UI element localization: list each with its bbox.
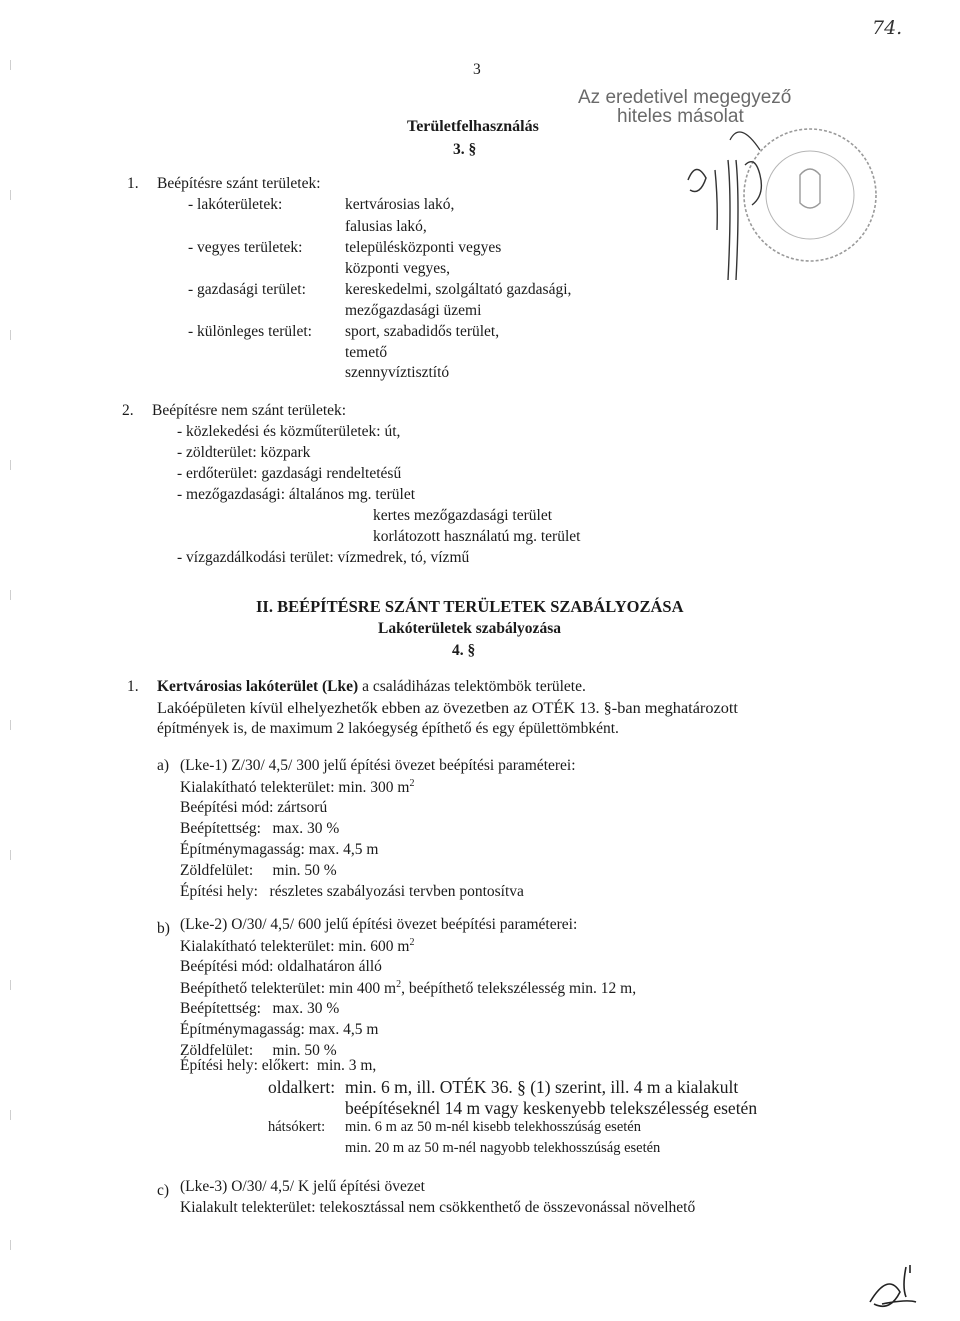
heading-title: Területfelhasználás [407, 118, 539, 135]
zone-a-line: Beépítési mód: zártsorú [180, 799, 328, 816]
zone-c-head: (Lke-3) O/30/ 4,5/ K jelű építési övezet [180, 1178, 425, 1195]
zone-b-rear-1: min. 6 m az 50 m-nél kisebb telekhosszúság esetén [345, 1119, 641, 1135]
corner-page-mark: 74. [872, 17, 903, 39]
zone-b-line [180, 937, 414, 956]
list2-line: - közlekedési és közműterületek: út, [177, 423, 401, 440]
item1-bold: Kertvárosias lakóterület (Lke) [157, 678, 359, 695]
item1-line1 [157, 678, 586, 696]
section-subtitle: Lakóterületek szabályozása [378, 620, 561, 637]
zone-b-side-label: oldalkert: [268, 1077, 336, 1097]
item1-rest: a családiházas telektömbök területe. [358, 678, 586, 695]
zone-b-letter: b) [157, 920, 170, 937]
heading-section: 3. § [453, 141, 477, 158]
list1-title: Beépítésre szánt területek: [157, 175, 321, 192]
zone-b-line [180, 979, 636, 998]
zone-b-side-value: min. 6 m, ill. OTÉK 36. § (1) szerint, ill. 4 m a kialakult [345, 1077, 739, 1097]
zone-b-side-cont: beépítéseknél 14 m vagy keskenyebb telekszélesség esetén [345, 1098, 758, 1118]
zone-b-line: Építménymagasság: max. 4,5 m [180, 1021, 379, 1038]
list2-indent-line: korlátozott használatú mg. terület [373, 528, 581, 545]
page-number: 3 [473, 61, 481, 78]
list1-row-value: kertvárosias lakó, [345, 196, 455, 213]
list2-indent-line: kertes mezőgazdasági terület [373, 507, 553, 524]
item1-number: 1. [127, 678, 139, 695]
zone-a-line: Zöldfelület: min. 50 % [180, 862, 337, 879]
list1-row-value: temető [345, 344, 388, 361]
stamp-line-2: hiteles másolat [617, 106, 744, 127]
zone-b-line: Beépítettség: max. 30 % [180, 1000, 340, 1017]
list2-line: - mezőgazdasági: általános mg. terület [177, 486, 416, 503]
stamp-line-1: Az eredetivel megegyező [578, 87, 792, 108]
list1-row-value: központi vegyes, [345, 260, 451, 277]
list1-row-label: - vegyes területek: [188, 239, 303, 256]
zone-b-line: Zöldfelület: min. 50 % [180, 1042, 337, 1059]
list1-row-value: szennyvíztisztító [345, 364, 450, 381]
zone-c-letter: c) [157, 1182, 170, 1199]
zone-b-rear-2: min. 20 m az 50 m-nél nagyobb telekhosszúság esetén [345, 1140, 661, 1156]
list1-row-label: - különleges terület: [188, 323, 312, 340]
list2-last-line: - vízgazdálkodási terület: vízmedrek, tó, vízmű [177, 549, 470, 566]
list1-number: 1. [127, 175, 139, 192]
zone-b-line: Építési hely: előkert: min. 3 m, [180, 1057, 377, 1074]
zone-b-sup: 2 [409, 937, 415, 948]
list2-title: Beépítésre nem szánt területek: [152, 402, 347, 419]
list2-number: 2. [122, 402, 134, 419]
zone-b-width: , beépíthető telekszélesség min. 12 m, [401, 980, 637, 998]
zone-a-line: Építménymagasság: max. 4,5 m [180, 841, 379, 858]
zone-b-sup: 2 [396, 979, 402, 990]
zone-a-line [180, 778, 414, 797]
zone-b-head: (Lke-2) O/30/ 4,5/ 600 jelű építési övezet beépítési paraméterei: [180, 916, 578, 933]
list1-row-value: sport, szabadidős terület, [345, 323, 500, 340]
zone-b-rear-label: hátsókert: [268, 1119, 326, 1135]
list1-row-value: falusias lakó, [345, 218, 427, 235]
zone-b-line: Beépítési mód: oldalhatáron álló [180, 958, 382, 975]
zone-b-buildable: Beépíthető telekterület: min 400 m [180, 980, 397, 998]
list2-line: - zöldterület: közpark [177, 444, 311, 461]
list1-row-label: - lakóterületek: [188, 196, 283, 213]
section-title: II. BEÉPÍTÉSRE SZÁNT TERÜLETEK SZABÁLYOZÁSA [256, 597, 684, 616]
item1-line2: Lakóépületen kívül elhelyezhetők ebben az övezetben az OTÉK 13. §-ban meghatározott [157, 698, 738, 717]
zone-a-letter: a) [157, 757, 170, 774]
zone-b-plot-area: Kialakítható telekterület: min. 600 m [180, 938, 410, 956]
zone-a-sup: 2 [409, 778, 415, 789]
zone-a-head: (Lke-1) Z/30/ 4,5/ 300 jelű építési övezet beépítési paraméterei: [180, 757, 576, 774]
handwritten-initials [862, 1262, 922, 1312]
list1-row-label: - gazdasági terület: [188, 281, 306, 298]
zone-a-plot-area: Kialakítható telekterület: min. 300 m [180, 779, 410, 797]
zone-a-line: Beépítettség: max. 30 % [180, 820, 340, 837]
zone-c-line: Kialakult telekterület: telekosztással nem csökkenthető de összevonással növelhető [180, 1199, 696, 1216]
list2-line: - erdőterület: gazdasági rendeltetésű [177, 465, 402, 482]
list1-row-value: településközponti vegyes [345, 239, 502, 256]
zone-a-line: Építési hely: részletes szabályozási tervben pontosítva [180, 883, 524, 900]
section-paragraph: 4. § [452, 642, 476, 659]
list1-row-value: kereskedelmi, szolgáltató gazdasági, [345, 281, 572, 298]
official-seal [670, 120, 930, 310]
list1-row-value: mezőgazdasági üzemi [345, 302, 482, 319]
item1-line3: építmények is, de maximum 2 lakóegység építhető és egy épülettömbként. [157, 720, 619, 737]
